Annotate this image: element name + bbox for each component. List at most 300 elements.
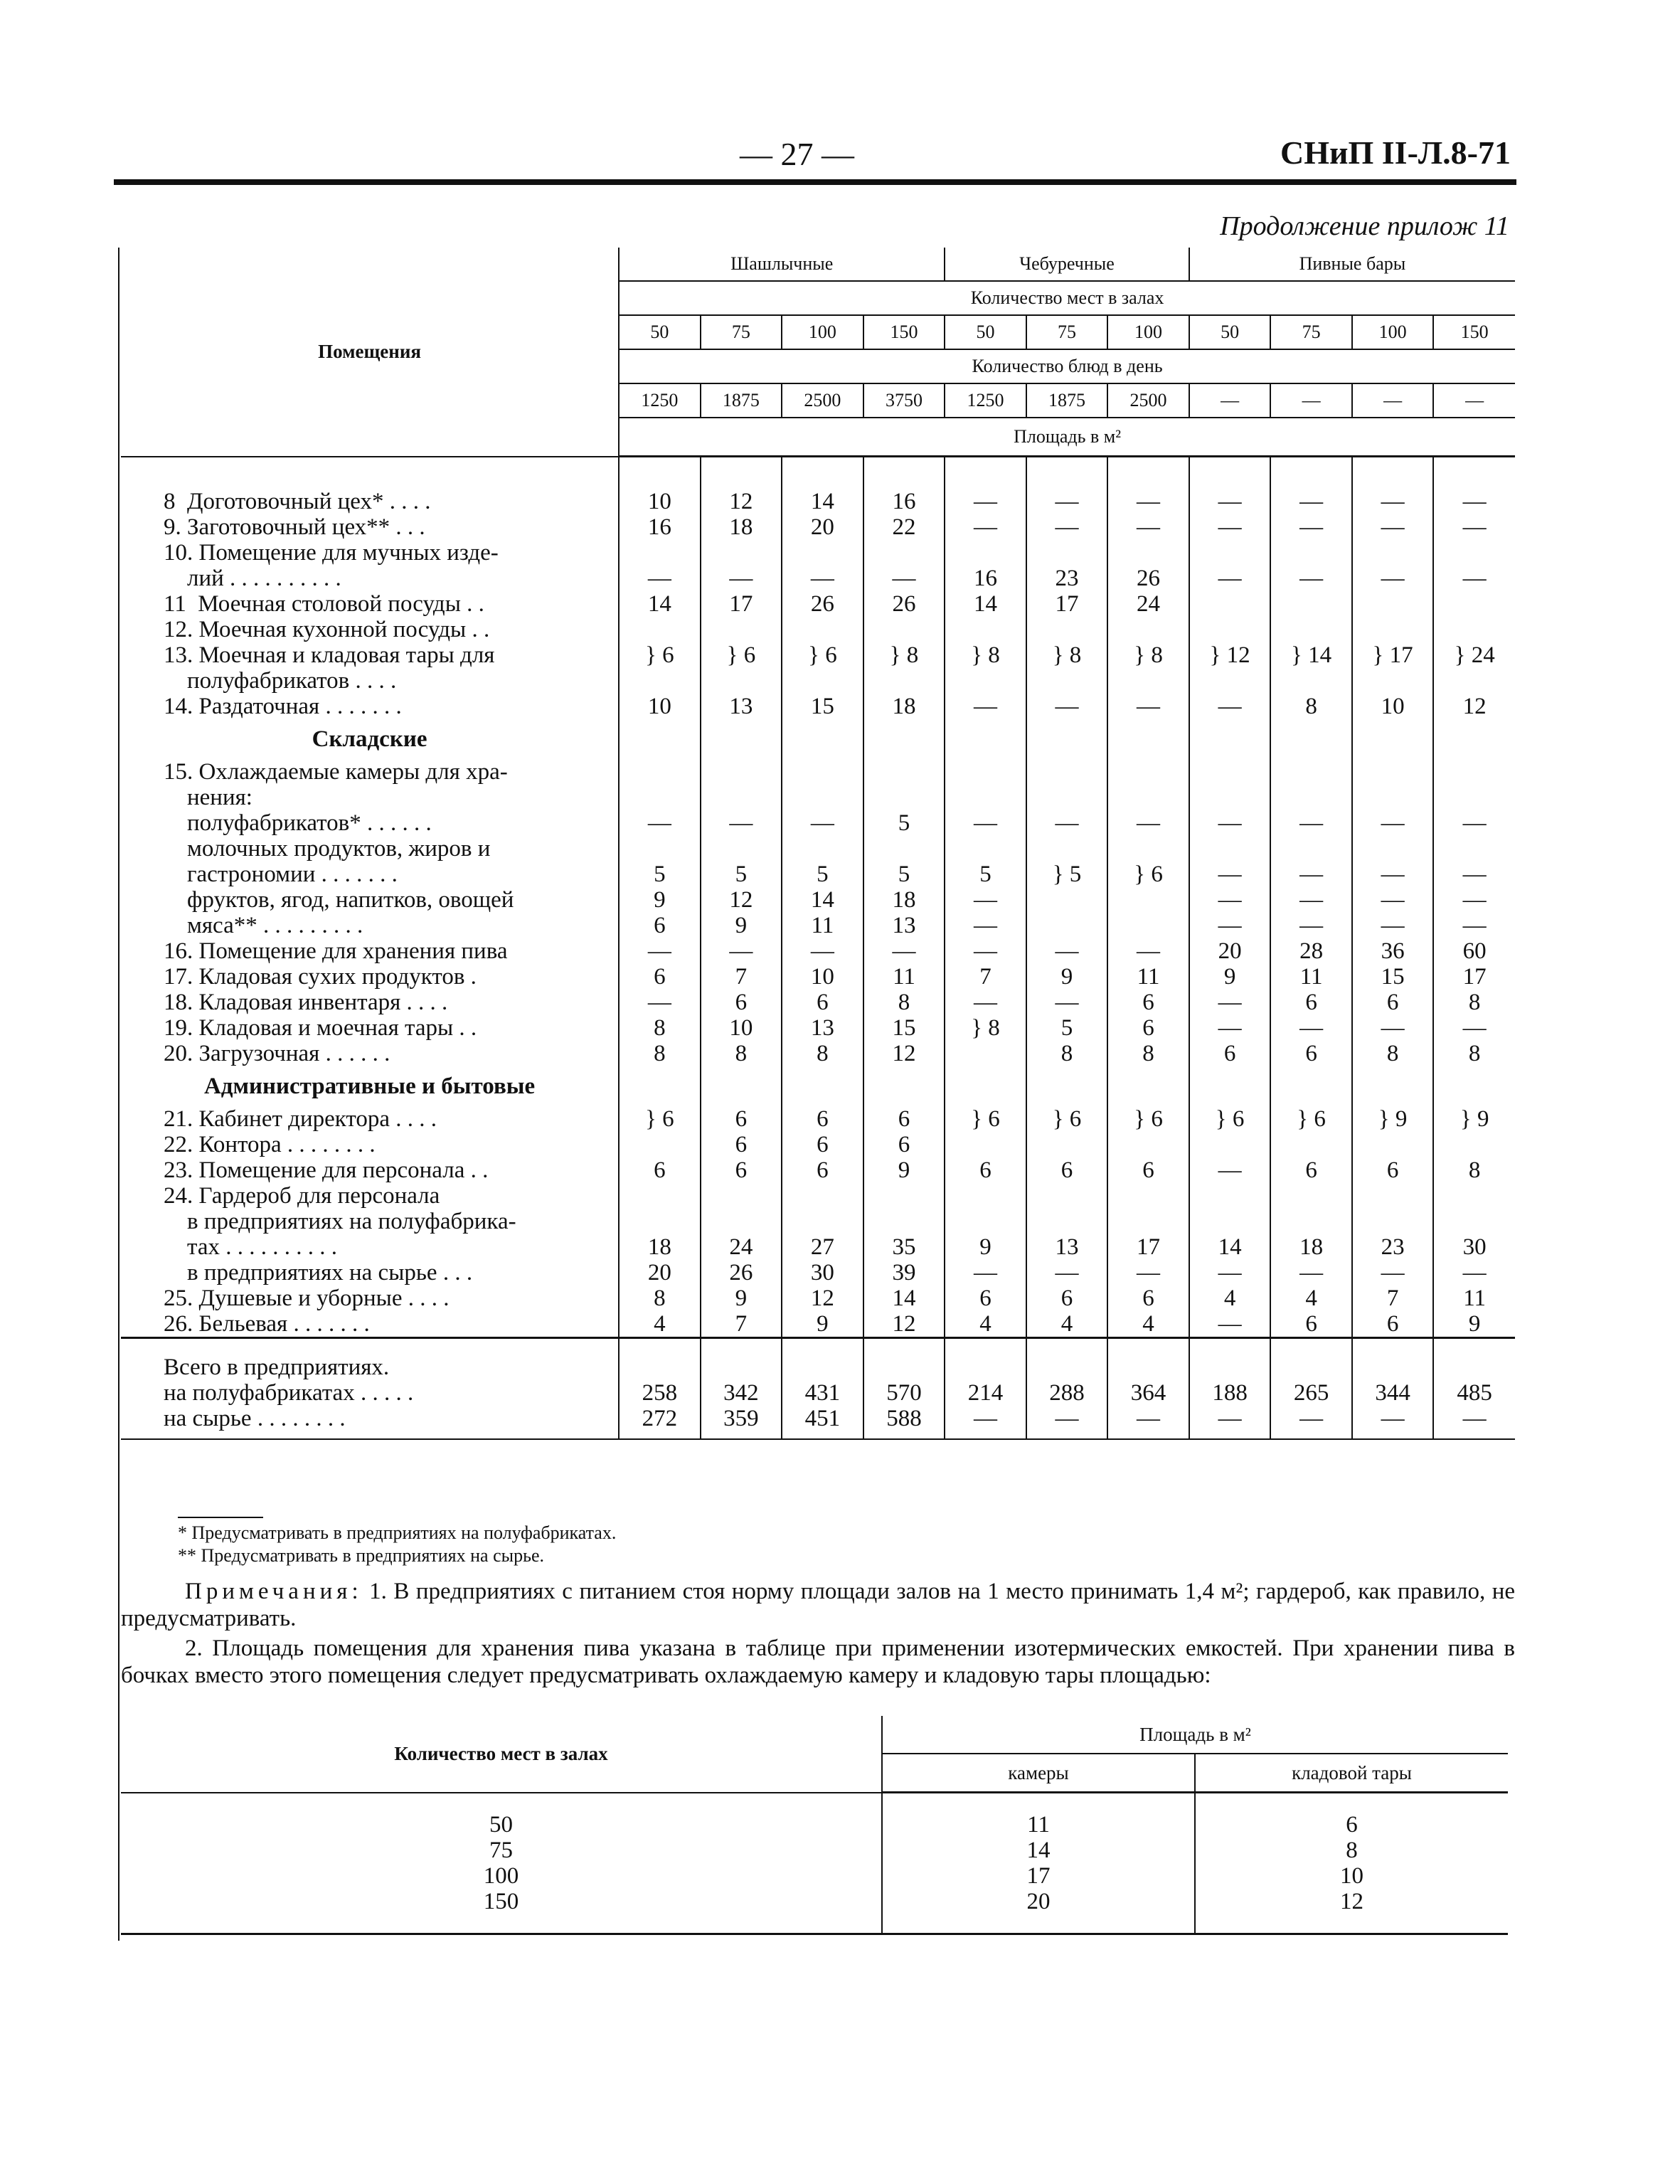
value-cell: — <box>782 938 863 964</box>
value-cell: — <box>1026 1406 1108 1439</box>
value-cell: — <box>1189 887 1271 913</box>
value-cell <box>1107 1209 1189 1234</box>
value-cell: 23 <box>1026 566 1108 591</box>
storage-values <box>1195 1793 1508 1934</box>
value-cell: 20 <box>1026 1889 1051 1914</box>
value-cell <box>863 759 945 785</box>
value-cell: — <box>701 938 782 964</box>
value-cell: — <box>1189 489 1271 514</box>
value-cell <box>1270 1183 1352 1209</box>
rooms-column-header: Помещения <box>121 248 619 457</box>
value-cell: — <box>1026 694 1108 719</box>
value-cell <box>1352 668 1434 694</box>
dishes-count-cell: — <box>1352 383 1434 418</box>
value-cell: 9 <box>863 1157 945 1183</box>
value-cell: — <box>945 489 1026 514</box>
spacer-cell <box>782 457 863 489</box>
value-cell: — <box>701 566 782 591</box>
value-cell <box>1026 540 1108 566</box>
value-cell: } 8 <box>1026 642 1108 668</box>
value-cell <box>782 1209 863 1234</box>
value-cell <box>1189 1183 1271 1209</box>
room-name: 23. Помещение для персонала . . <box>164 1157 489 1183</box>
value-cell: 5 <box>701 862 782 887</box>
value-cell: 6 <box>1352 1311 1434 1338</box>
value-cell: 4 <box>1026 1311 1108 1338</box>
value-cell <box>945 785 1026 810</box>
room-name: 24. Гардероб для персонала <box>164 1183 440 1209</box>
value-cell: 4 <box>1189 1286 1271 1311</box>
value-cell: — <box>1433 862 1515 887</box>
value-cell: 10 <box>782 964 863 990</box>
value-cell: 5 <box>863 810 945 836</box>
value-cell <box>945 1041 1026 1066</box>
spacer-cell <box>701 457 782 489</box>
value-cell: 6 <box>1107 990 1189 1015</box>
value-cell: 6 <box>782 1106 863 1132</box>
value-cell: — <box>1433 913 1515 938</box>
value-cell: } 6 <box>1270 1106 1352 1132</box>
value-cell: 17 <box>1107 1234 1189 1260</box>
value-cell: — <box>1433 1260 1515 1286</box>
value-cell <box>1107 913 1189 938</box>
value-cell: 26 <box>863 591 945 617</box>
value-cell <box>1352 1209 1434 1234</box>
value-cell: 17 <box>1026 1863 1051 1889</box>
table-row <box>121 591 1515 617</box>
value-cell: — <box>945 1260 1026 1286</box>
value-cell: — <box>1433 1406 1515 1439</box>
value-cell: 7 <box>701 964 782 990</box>
value-cell: 9 <box>619 887 701 913</box>
room-name: фруктов, ягод, напитков, овощей <box>164 887 514 913</box>
value-cell: 16 <box>863 489 945 514</box>
table-row <box>121 1234 1515 1260</box>
value-cell: — <box>701 810 782 836</box>
value-cell: 7 <box>945 964 1026 990</box>
value-cell: 6 <box>701 1106 782 1132</box>
value-cell <box>619 1132 701 1157</box>
value-cell: 4 <box>945 1311 1026 1338</box>
value-cell: — <box>1107 489 1189 514</box>
value-cell <box>701 1209 782 1234</box>
value-cell <box>782 540 863 566</box>
room-name: на сырье . . . . . . . . <box>121 1406 619 1439</box>
value-cell: 6 <box>863 1106 945 1132</box>
value-cell <box>945 1183 1026 1209</box>
value-cell <box>1107 1066 1189 1106</box>
value-cell: 14 <box>619 591 701 617</box>
value-cell <box>1107 617 1189 642</box>
value-cell <box>1270 836 1352 862</box>
value-cell: — <box>1352 514 1434 540</box>
value-cell: — <box>945 938 1026 964</box>
value-cell <box>1352 617 1434 642</box>
value-cell: 10 <box>701 1015 782 1041</box>
value-cell: 6 <box>701 1157 782 1183</box>
room-name: на полуфабрикатах . . . . . <box>164 1380 414 1406</box>
value-cell: 8 <box>863 990 945 1015</box>
value-cell: — <box>945 514 1026 540</box>
value-cell <box>1107 719 1189 759</box>
value-cell <box>1189 785 1271 810</box>
value-cell <box>945 668 1026 694</box>
value-cell <box>1352 1066 1434 1106</box>
value-cell <box>782 1066 863 1106</box>
value-cell: 6 <box>1026 1157 1108 1183</box>
spacer-cell <box>619 457 701 489</box>
value-cell <box>782 759 863 785</box>
section-title: Складские <box>312 726 427 752</box>
value-cell: 23 <box>1352 1234 1434 1260</box>
seats-values <box>121 1793 882 1934</box>
value-cell: — <box>1352 1406 1434 1439</box>
value-cell <box>1189 719 1271 759</box>
value-cell: — <box>1270 913 1352 938</box>
value-cell: — <box>945 990 1026 1015</box>
value-cell: } 8 <box>863 642 945 668</box>
value-cell <box>1189 1209 1271 1234</box>
value-cell: 22 <box>863 514 945 540</box>
value-cell <box>619 785 701 810</box>
value-cell <box>1433 1132 1515 1157</box>
value-cell: 12 <box>1433 694 1515 719</box>
value-cell <box>1189 759 1271 785</box>
value-cell <box>863 1338 945 1381</box>
footnote: ** Предусматривать в предприятиях на сырье. <box>178 1545 544 1566</box>
value-cell: — <box>619 990 701 1015</box>
value-cell: 8 <box>1346 1838 1358 1863</box>
value-cell: 12 <box>701 887 782 913</box>
value-cell <box>619 1066 701 1106</box>
room-name: молочных продуктов, жиров и <box>164 836 491 862</box>
value-cell <box>1433 759 1515 785</box>
value-cell: — <box>1352 913 1434 938</box>
value-cell <box>1026 1132 1108 1157</box>
value-cell: 258 <box>619 1380 701 1406</box>
value-cell: 6 <box>1270 1157 1352 1183</box>
value-cell: 6 <box>1270 1311 1352 1338</box>
area-header: Площадь в м² <box>619 418 1515 457</box>
value-cell: 20 <box>782 514 863 540</box>
value-cell: 9 <box>1026 964 1108 990</box>
room-name: 21. Кабинет директора . . . . <box>164 1106 437 1132</box>
table-row <box>121 810 1515 836</box>
value-cell <box>1270 591 1352 617</box>
value-cell <box>945 1338 1026 1381</box>
value-cell: 588 <box>863 1406 945 1439</box>
area-header: Площадь в м² <box>882 1716 1508 1754</box>
value-cell <box>863 785 945 810</box>
value-cell <box>619 668 701 694</box>
value-cell: — <box>1433 810 1515 836</box>
value-cell: } 6 <box>945 1106 1026 1132</box>
note-1 <box>121 1578 1515 1632</box>
value-cell: — <box>619 938 701 964</box>
value-cell: — <box>1270 566 1352 591</box>
seats-count-cell: 50 <box>945 315 1026 349</box>
value-cell <box>863 1209 945 1234</box>
note-2: 2. Площадь помещения для хранения пива указана в таблице при применении изотермических емкостей. При хранении пива в бочках вместо этого помещения следует предусматривать охлаждаемую камеру и кладовую тары площадью: <box>121 1636 1515 1688</box>
table-row <box>121 1286 1515 1311</box>
room-name: 17. Кладовая сухих продуктов . <box>164 964 477 990</box>
room-name: тах . . . . . . . . . . <box>164 1234 337 1260</box>
value-cell: — <box>1189 1311 1271 1338</box>
value-cell: 8 <box>1433 1041 1515 1066</box>
value-cell <box>701 1183 782 1209</box>
value-cell <box>1026 759 1108 785</box>
value-cell: 8 <box>619 1041 701 1066</box>
value-cell <box>863 617 945 642</box>
page-number: — 27 — <box>740 136 854 172</box>
value-cell: 27 <box>782 1234 863 1260</box>
table-row <box>121 1015 1515 1041</box>
value-cell: 5 <box>1026 1015 1108 1041</box>
value-cell: 272 <box>619 1406 701 1439</box>
value-cell: — <box>945 810 1026 836</box>
premises-area-table <box>121 248 1515 1440</box>
value-cell: 5 <box>945 862 1026 887</box>
value-cell: 6 <box>863 1132 945 1157</box>
value-cell <box>863 1183 945 1209</box>
value-cell <box>1433 719 1515 759</box>
value-cell: 12 <box>701 489 782 514</box>
table-row <box>121 540 1515 566</box>
spacer-cell <box>1352 457 1434 489</box>
dishes-count-cell: 1875 <box>701 383 782 418</box>
value-cell: } 12 <box>1189 642 1271 668</box>
value-cell <box>619 1183 701 1209</box>
value-cell <box>1433 540 1515 566</box>
value-cell: — <box>1189 810 1271 836</box>
value-cell: — <box>1189 566 1271 591</box>
value-cell: — <box>1433 489 1515 514</box>
value-cell: — <box>619 810 701 836</box>
value-cell: } 24 <box>1433 642 1515 668</box>
value-cell: 17 <box>1026 591 1108 617</box>
value-cell: 24 <box>701 1234 782 1260</box>
group-header: Шашлычные <box>619 248 945 281</box>
value-cell: — <box>1270 489 1352 514</box>
value-cell: 6 <box>619 964 701 990</box>
value-cell <box>945 759 1026 785</box>
value-cell <box>701 719 782 759</box>
value-cell: — <box>782 566 863 591</box>
value-cell <box>619 759 701 785</box>
value-cell: — <box>1189 1157 1271 1183</box>
value-cell: } 8 <box>945 642 1026 668</box>
value-cell <box>863 1066 945 1106</box>
value-cell: 6 <box>1189 1041 1271 1066</box>
value-cell: 188 <box>1189 1380 1271 1406</box>
value-cell <box>701 540 782 566</box>
value-cell: — <box>1189 913 1271 938</box>
seats-column-header: Количество мест в залах <box>121 1716 882 1793</box>
value-cell: } 6 <box>1189 1106 1271 1132</box>
value-cell: 7 <box>1352 1286 1434 1311</box>
value-cell: 14 <box>1189 1234 1271 1260</box>
value-cell <box>1189 1066 1271 1106</box>
storage-column-header: кладовой тары <box>1195 1754 1508 1793</box>
value-cell: 10 <box>619 489 701 514</box>
value-cell: 39 <box>863 1260 945 1286</box>
value-cell: — <box>1352 810 1434 836</box>
value-cell: — <box>1107 810 1189 836</box>
value-cell <box>1026 1338 1108 1381</box>
spacer-cell <box>1026 457 1108 489</box>
value-cell <box>1352 1132 1434 1157</box>
value-cell: 14 <box>945 591 1026 617</box>
value-cell <box>945 1132 1026 1157</box>
room-name: 12. Моечная кухонной посуды . . <box>164 617 490 642</box>
spacer-cell <box>1189 457 1271 489</box>
value-cell <box>945 1066 1026 1106</box>
value-cell: 8 <box>1433 990 1515 1015</box>
room-name: нения: <box>164 785 252 810</box>
value-cell: 431 <box>782 1380 863 1406</box>
value-cell <box>1026 719 1108 759</box>
value-cell: — <box>1270 1406 1352 1439</box>
value-cell <box>863 836 945 862</box>
room-name: 16. Помещение для хранения пива <box>164 938 508 964</box>
value-cell: 4 <box>1270 1286 1352 1311</box>
value-cell <box>1270 719 1352 759</box>
group-header: Чебуречные <box>945 248 1189 281</box>
dishes-count-cell: — <box>1189 383 1271 418</box>
header-rule <box>114 179 1516 185</box>
room-name: полуфабрикатов . . . . <box>164 668 397 694</box>
table-row <box>121 887 1515 913</box>
value-cell <box>701 759 782 785</box>
value-cell <box>1026 1209 1108 1234</box>
chamber-column-header: камеры <box>882 1754 1195 1793</box>
value-cell <box>1433 785 1515 810</box>
value-cell: } 14 <box>1270 642 1352 668</box>
value-cell: 359 <box>701 1406 782 1439</box>
dishes-count-cell: 2500 <box>1107 383 1189 418</box>
spacer-cell <box>945 457 1026 489</box>
main-table-header <box>121 248 1515 457</box>
value-cell: 30 <box>1433 1234 1515 1260</box>
value-cell: — <box>1026 938 1108 964</box>
value-cell <box>1352 759 1434 785</box>
value-cell <box>782 719 863 759</box>
room-name: 19. Кладовая и моечная тары . . <box>164 1015 477 1041</box>
value-cell <box>1026 1066 1108 1106</box>
value-cell: 15 <box>863 1015 945 1041</box>
value-cell <box>619 719 701 759</box>
value-cell: — <box>1189 1406 1271 1439</box>
table-row <box>121 990 1515 1015</box>
value-cell: 344 <box>1352 1380 1434 1406</box>
value-cell: — <box>945 694 1026 719</box>
value-cell: } 6 <box>782 642 863 668</box>
value-cell <box>782 1338 863 1381</box>
value-cell: } 9 <box>1433 1106 1515 1132</box>
value-cell: 6 <box>1270 990 1352 1015</box>
value-cell: 18 <box>863 887 945 913</box>
table-left-rule <box>118 248 119 1941</box>
value-cell: — <box>1352 566 1434 591</box>
value-cell <box>1189 617 1271 642</box>
seats-count-cell: 75 <box>701 315 782 349</box>
value-cell: 18 <box>619 1234 701 1260</box>
value-cell: — <box>1107 1406 1189 1439</box>
value-cell: 6 <box>701 990 782 1015</box>
value-cell <box>1107 540 1189 566</box>
value-cell: 14 <box>863 1286 945 1311</box>
table-row <box>121 862 1515 887</box>
value-cell: 6 <box>619 913 701 938</box>
value-cell <box>701 1338 782 1381</box>
value-cell <box>945 836 1026 862</box>
room-name: 13. Моечная и кладовая тары для <box>164 642 495 668</box>
value-cell <box>1107 759 1189 785</box>
value-cell: 12 <box>863 1311 945 1338</box>
value-cell <box>1352 836 1434 862</box>
value-cell: 5 <box>863 862 945 887</box>
value-cell <box>863 540 945 566</box>
value-cell: 11 <box>863 964 945 990</box>
value-cell: 570 <box>863 1380 945 1406</box>
room-name: 20. Загрузочная . . . . . . <box>164 1041 390 1066</box>
value-cell: 6 <box>701 1132 782 1157</box>
table-row <box>121 785 1515 810</box>
room-name: 14. Раздаточная . . . . . . . <box>164 694 402 719</box>
value-cell <box>701 668 782 694</box>
value-cell: — <box>1270 887 1352 913</box>
value-cell <box>1107 1338 1189 1381</box>
value-cell <box>1026 887 1108 913</box>
value-cell: — <box>1107 694 1189 719</box>
room-name: лий . . . . . . . . . . <box>164 566 341 591</box>
value-cell <box>863 668 945 694</box>
value-cell: — <box>782 810 863 836</box>
value-cell: 10 <box>1352 694 1434 719</box>
value-cell: 18 <box>863 694 945 719</box>
value-cell: 6 <box>782 990 863 1015</box>
value-cell: 485 <box>1433 1380 1515 1406</box>
value-cell: — <box>1107 938 1189 964</box>
value-cell: 8 <box>1107 1041 1189 1066</box>
value-cell: — <box>863 566 945 591</box>
value-cell <box>1189 540 1271 566</box>
value-cell: — <box>1352 1015 1434 1041</box>
table-row <box>121 1311 1515 1338</box>
value-cell: — <box>1352 887 1434 913</box>
value-cell: 8 <box>619 1015 701 1041</box>
value-cell <box>701 617 782 642</box>
value-cell: 6 <box>1107 1286 1189 1311</box>
value-cell: — <box>1270 1260 1352 1286</box>
value-cell: — <box>1352 1260 1434 1286</box>
value-cell: — <box>1107 514 1189 540</box>
group-header: Пивные бары <box>1189 248 1515 281</box>
value-cell: — <box>1270 1015 1352 1041</box>
table-row <box>121 668 1515 694</box>
value-cell <box>1107 887 1189 913</box>
value-cell: 6 <box>1352 990 1434 1015</box>
value-cell: } 6 <box>1107 1106 1189 1132</box>
value-cell <box>1433 617 1515 642</box>
dishes-count-cell: 1250 <box>619 383 701 418</box>
table-row <box>121 1209 1515 1234</box>
value-cell <box>1433 1183 1515 1209</box>
value-cell: 13 <box>782 1015 863 1041</box>
table-row <box>121 1338 1515 1381</box>
section-row <box>121 719 1515 759</box>
value-cell <box>701 785 782 810</box>
